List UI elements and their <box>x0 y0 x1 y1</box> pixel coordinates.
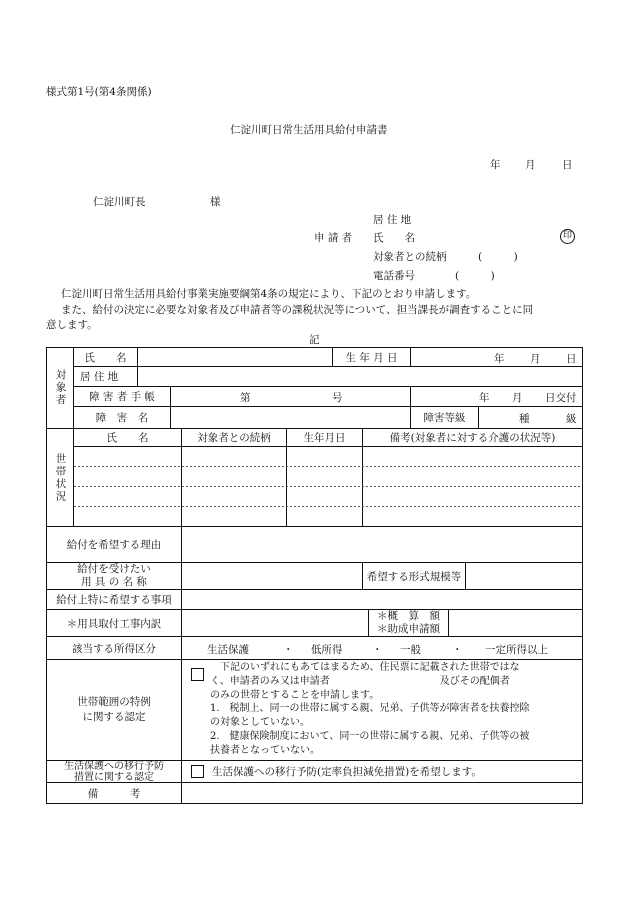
addressee-honorific: 様 <box>210 196 221 208</box>
addressee-name: 仁淀川町長 <box>93 196 146 208</box>
applicant-phone-paren: ( ) <box>455 270 495 282</box>
applicant-relationship-paren: ( ) <box>478 251 518 263</box>
protection-checkbox[interactable] <box>191 765 204 778</box>
subject-address-label: 居 住 地 <box>80 371 119 383</box>
household-special-text-6: 2. 健康保険制度において、同一の世帯に属する親、兄弟、子供等の被 <box>210 730 530 742</box>
subject-name-label: 氏 名 <box>84 351 127 364</box>
household-section-label: 世帯状況 <box>54 452 67 503</box>
estimate-label: ＊概 算 額 <box>377 610 440 622</box>
equipment-label <box>47 563 181 589</box>
household-special-text-block <box>210 661 530 758</box>
protection-label-line-1: 生活保護への移行予防 <box>64 760 164 772</box>
household-header-relationship: 対象者との続柄 <box>197 432 271 444</box>
special-request-label: 給付上特に希望する事項 <box>56 594 172 606</box>
applicant-address-label: 居 住 地 <box>373 214 412 226</box>
statement-line-3: 意します。 <box>46 319 98 331</box>
issue-day: 日交付 <box>545 392 577 404</box>
income-option-low[interactable]: 低所得 <box>311 644 343 656</box>
income-bullet-2: ・ <box>372 644 383 656</box>
reason-label: 給付を希望する理由 <box>66 539 162 551</box>
equipment-label-line-2: 用 具 の 名 称 <box>81 576 147 588</box>
seal-mark: 印 <box>560 229 575 244</box>
subject-birth-year: 年 <box>494 353 505 365</box>
applicant-relationship-label: 対象者との続柄 <box>373 251 447 263</box>
statement-line-1: 仁淀川町日常生活用具給付事業実施要綱第4条の規定により、下記のとおり申請します。 <box>61 288 477 300</box>
applicant-name-label: 氏 名 <box>373 232 415 244</box>
income-option-general[interactable]: 一般 <box>400 644 421 656</box>
handbook-label: 障 害 者 手 帳 <box>89 391 155 403</box>
income-option-welfare[interactable]: 生活保護 <box>207 644 249 656</box>
statement-line-2: また、給付の決定に必要な対象者及び申請者等の課税状況等について、担当課長が調査することに同 <box>61 304 534 316</box>
subject-birth-month: 月 <box>530 353 541 365</box>
income-bullet-1: ・ <box>283 644 294 656</box>
household-special-label-line-2: に関する認定 <box>82 711 146 723</box>
remarks-label: 備 考 <box>87 787 141 800</box>
date-year: 年 <box>490 159 501 171</box>
applicant-phone-label: 電話番号 <box>373 270 415 282</box>
household-special-text-7: 扶養者となっていない。 <box>210 744 320 756</box>
household-special-label <box>47 660 181 760</box>
date-day: 日 <box>562 159 573 171</box>
applicant-label: 申 請 者 <box>314 232 353 244</box>
disability-kind: 種 <box>519 413 530 425</box>
protection-text: 生活保護への移行予防(定率負担減免措置)を希望します。 <box>212 766 482 778</box>
date-month: 月 <box>525 159 536 171</box>
household-special-text-4: 1. 税制上、同一の世帯に属する親、兄弟、子供等が障害者を扶養控除 <box>210 703 530 715</box>
household-special-checkbox[interactable] <box>191 668 204 681</box>
household-header-birth: 生年月日 <box>303 432 346 444</box>
subsidy-label: ＊助成申請額 <box>377 623 440 635</box>
household-special-text-2: く、申請者のみ又は申請者 及びその配偶者 <box>210 675 510 687</box>
disability-grade-label: 障害等級 <box>423 412 466 424</box>
issue-year: 年 <box>479 392 490 404</box>
form-number: 様式第1号(第4条関係) <box>46 86 152 98</box>
equipment-label-line-1: 給付を受けたい <box>77 563 151 575</box>
issue-month: 月 <box>512 392 523 404</box>
income-label: 該当する所得区分 <box>72 642 156 655</box>
household-special-label-line-1: 世帯範囲の特例 <box>77 696 151 708</box>
income-bullet-3: ・ <box>452 644 463 656</box>
household-special-text-3: のみの世帯とすることを申請します。 <box>210 689 380 701</box>
subject-birth-label: 生 年 月 日 <box>345 351 398 364</box>
protection-label <box>47 761 181 782</box>
subject-section-label: 対象者 <box>54 369 67 407</box>
household-special-text-5: の対象としていない。 <box>210 717 310 729</box>
handbook-no-prefix: 第 <box>240 392 251 404</box>
ki-label: 記 <box>309 334 320 346</box>
page-title: 仁淀川町日常生活用具給付申請書 <box>230 124 388 136</box>
household-header-name: 氏 名 <box>106 432 149 444</box>
protection-label-line-2: 措置に関する認定 <box>74 771 154 783</box>
household-special-text-1: 下記のいずれにもあてはまるため、住民票に記載された世帯ではな <box>220 662 520 673</box>
disability-name-label: 障 害 名 <box>95 412 149 424</box>
household-header-remarks: 備考(対象者に対する介護の状況等) <box>389 432 556 444</box>
installation-amounts <box>369 610 448 636</box>
installation-label: ＊用具取付工事内訳 <box>66 617 162 630</box>
equipment-spec-label: 希望する形式規模等 <box>366 570 462 583</box>
handbook-no-suffix: 号 <box>332 392 343 404</box>
disability-level: 級 <box>566 413 577 425</box>
subject-birth-day: 日 <box>566 353 577 365</box>
income-option-high[interactable]: 一定所得以上 <box>485 644 548 656</box>
